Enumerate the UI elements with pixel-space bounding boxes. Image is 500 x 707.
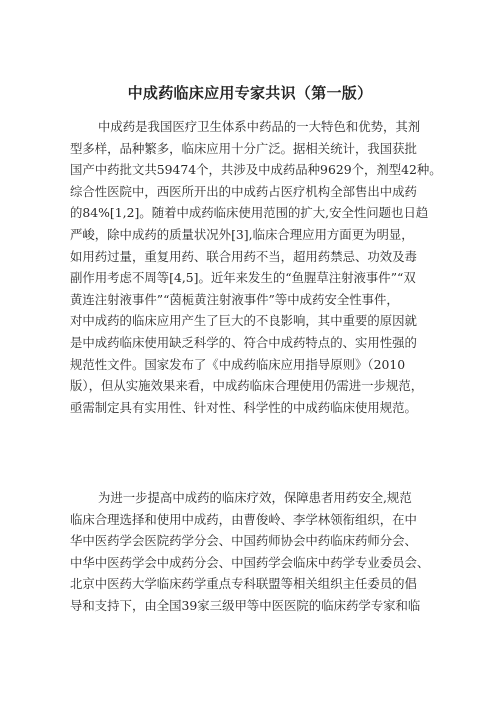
text-line: 华中医药学会医院药学分会、中国药师协会中药临床药师分会、 — [70, 533, 417, 549]
text-line: 如用药过量，重复用药、联合用药不当，超用药禁忌、功效及毒 — [70, 248, 417, 264]
text-line: 型多样，品种繁多，临床应用十分广泛。据相关统计，我国获批 — [70, 140, 417, 156]
paragraph-2 — [70, 487, 442, 617]
text-line: 中成药是我国医疗卫生体系中药品的一大特色和优势，其剂 — [98, 119, 421, 134]
text-line: 黄连注射液事件”“茵栀黄注射液事件”等中成药安全性事件， — [70, 291, 399, 307]
text-line: 亟需制定具有实用性、针对性、科学性的中成药临床使用规范。 — [70, 399, 417, 415]
text-line: 中华中医药学会中成药分会、中国药学会临床中药学专业委员会、 — [70, 554, 430, 570]
text-line: 是中成药临床使用缺乏科学的、符合中成药特点的、实用性强的 — [70, 334, 417, 350]
document-title: 中成药临床应用专家共识（第一版） — [127, 84, 373, 102]
text-line: 国产中药批文共59474个，共涉及中成药品种9629个，剂型42种。 — [70, 162, 442, 178]
text-line: 对中成药的临床应用产生了巨大的不良影响，其中重要的原因就 — [70, 313, 417, 329]
text-line: 临床合理选择和使用中成药，由曹俊岭、李学林领衔组织，在中 — [70, 511, 417, 527]
paragraph-1 — [70, 116, 442, 418]
text-line: 的84%[1,2]。随着中成药临床使用范围的扩大,安全性问题也日趋 — [70, 205, 429, 221]
text-line: 综合性医院中，西医所开出的中成药占医疗机构全部售出中成药 — [70, 183, 417, 199]
text-line: 规范性文件。国家发布了《中成药临床应用指导原则》（2010 — [70, 356, 406, 372]
text-line: 副作用考虑不周等[4,5]。近年来发生的“鱼腥草注射液事件”“双 — [70, 270, 416, 286]
text-line: 北京中医药大学临床药学重点专科联盟等相关组织主任委员的倡 — [70, 576, 417, 592]
text-line: 导和支持下，由全国39家三级甲等中医医院的临床药学专家和临 — [70, 597, 421, 613]
text-line: 为进一步提高中成药的临床疗效，保障患者用药安全,规范 — [98, 490, 412, 505]
text-line: 严峻，除中成药的质量状况外[3],临床合理应用方面更为明显， — [70, 226, 414, 242]
text-line: 版），但从实施效果来看，中成药临床合理使用仍需进一步规范， — [70, 378, 424, 394]
